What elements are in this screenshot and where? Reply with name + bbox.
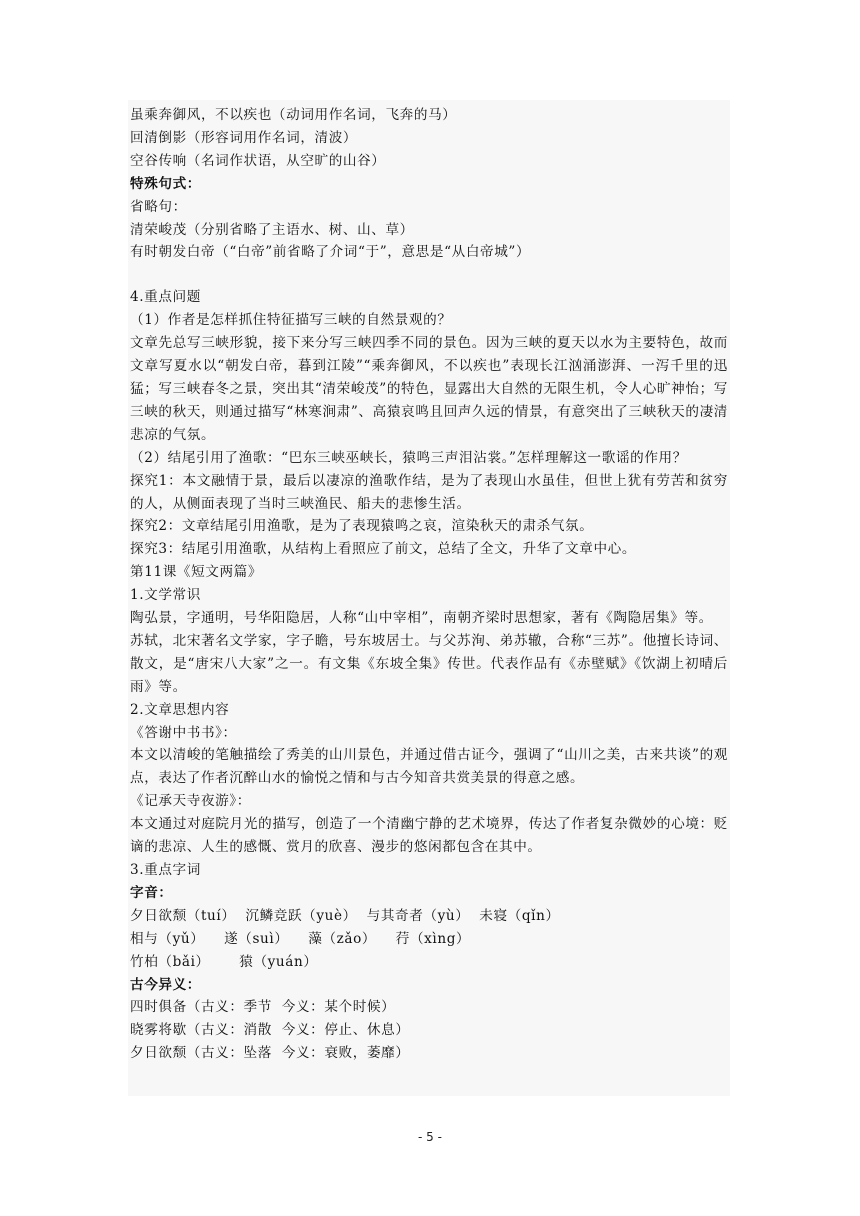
text-line: 虽乘奔御风，不以疾也（动词用作名词，飞奔的马） [130, 107, 457, 123]
text-line: 探究3：结尾引用渔歌，从结构上看照应了前文，总结了全文，升华了文章中心。 [130, 541, 637, 558]
text-line: 清荣峻茂（分别省略了主语水、树、山、草） [130, 221, 414, 238]
question: （2）结尾引用了渔歌：“巴东三峡巫峡长，猿鸣三声泪沾裳。”怎样理解这一歌谣的作用？ [130, 449, 687, 466]
section-heading: 1.文学常识 [130, 587, 201, 604]
paragraph: 本文通过对庭院月光的描写，创造了一个清幽宁静的艺术境界，传达了作者复杂微妙的心境：贬谪的悲凉、人生的感慨、赏月的欣喜、漫步的悠闲都包含在其中。 [130, 816, 728, 856]
section-heading: 2.文章思想内容 [130, 701, 230, 718]
text-line: 《记承天寺夜游》： [130, 793, 251, 810]
pinyin-line: 夕日欲颓（tuí） 沉鳞竞跃（yuè） 与其奇者（yù） 未寝（qǐn） [130, 907, 560, 924]
pinyin-line: 相与（yǔ） 遂（suì） 藻（zǎo） 荇（xìng） [130, 930, 471, 947]
paragraph: 陶弘景，字通明，号华阳隐居，人称“山中宰相”，南朝齐梁时思想家，著有《陶隐居集》等。 [130, 610, 713, 627]
subheading: 古今异义： [130, 976, 201, 993]
question: （1）作者是怎样抓住特征描写三峡的自然景观的？ [130, 312, 452, 329]
paragraph: 苏轼，北宋著名文学家，字子瞻，号东坡居士。与父苏洵、弟苏辙，合称“三苏”。他擅长诗词、散文，是“唐宋八大家”之一。有文集《东坡全集》传世。代表作品有《赤壁赋》《饮湖上初晴后雨》等。 [130, 632, 728, 695]
text-line: 晓雾将歇（古义：消散 今义：停止、休息） [130, 1022, 410, 1039]
lesson-title: 第11课《短文两篇》 [130, 564, 263, 581]
paragraph: 探究1：本文融情于景，最后以凄凉的渔歌作结，是为了表现山水虽佳，但世上犹有劳苦和贫穷的人，从侧面表现了当时三峡渔民、船夫的悲惨生活。 [130, 472, 728, 512]
section-heading: 3.重点字词 [130, 862, 201, 878]
subheading: 字音： [130, 884, 173, 901]
section-heading: 4.重点问题 [130, 289, 201, 306]
text-line: 夕日欲颓（古义：坠落 今义：衰败，萎靡） [130, 1045, 410, 1062]
text-line: 探究2：文章结尾引用渔歌，是为了表现猿鸣之哀，渲染秋天的肃杀气氛。 [130, 518, 594, 535]
text-line: 省略句： [130, 198, 187, 215]
page-number: - 5 - [418, 1130, 442, 1144]
text-line: 四时俱备（古义：季节 今义：某个时候） [130, 999, 396, 1016]
pinyin-line: 竹柏（bǎi） 猿（yuán） [130, 953, 318, 970]
text-line: 回清倒影（形容词用作名词，清波） [130, 129, 358, 146]
section-heading: 特殊句式： [130, 175, 201, 192]
text-line: 有时朝发白帝（“白帝”前省略了介词“于”，意思是“从白帝城”） [130, 244, 531, 261]
text-line: 空谷传响（名词作状语，从空旷的山谷） [130, 152, 386, 169]
paragraph: 文章先总写三峡形貌，接下来分写三峡四季不同的景色。因为三峡的夏天以水为主要特色，故而文章写夏水以“朝发白帝，暮到江陵”“乘奔御风，不以疾也”表现长江汹涌澎湃、一泻千里的迅猛；写三峡春冬之景，突出其“清荣峻茂”的特色，显露出大自然的无限生机，令人心旷神怡；写三峡的秋天，则通过描写“林寒涧肃”、高猿哀鸣且回声久远的情景，有意突出了三峡秋天的凄清悲凉的气氛。 [130, 335, 728, 443]
document-body [128, 100, 730, 1096]
blank-line [130, 264, 728, 286]
text-line: 《答谢中书书》： [130, 724, 237, 741]
paragraph: 本文以清峻的笔触描绘了秀美的山川景色，并通过借古证今，强调了“山川之美，古来共谈”的观点，表达了作者沉醉山水的愉悦之情和与古今知音共赏美景的得意之感。 [130, 747, 728, 787]
